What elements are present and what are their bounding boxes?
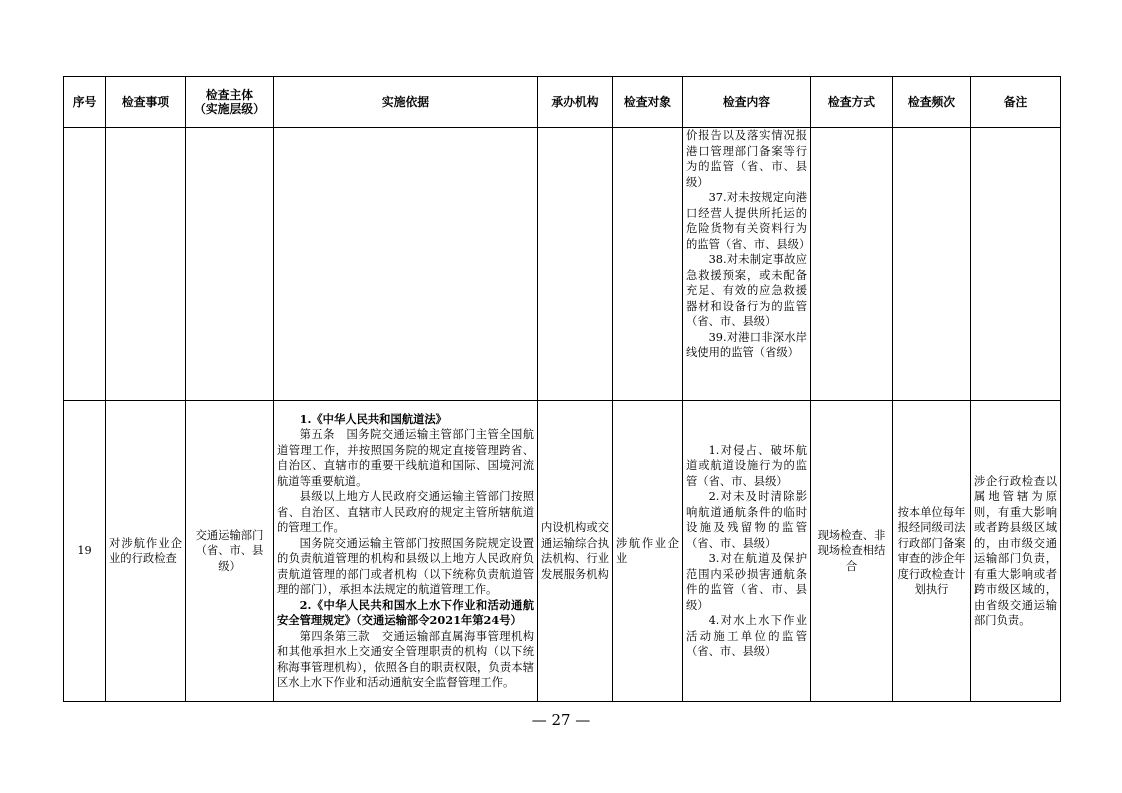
cell-seq: 19 bbox=[64, 401, 106, 702]
header-method: 检查方式 bbox=[811, 77, 893, 128]
header-subject-line2: （实施层级） bbox=[194, 102, 265, 116]
basis-paragraph: 第四条第三款 交通运输部直属海事管理机构和其他承担水上交通安全管理职责的机构（以下统称海事管理机构），依照各自的职责权限，负责本辖区水上水下作业和活动通航安全监督管理工作。 bbox=[277, 629, 534, 689]
header-agency: 承办机构 bbox=[538, 77, 613, 128]
cell-empty bbox=[186, 128, 274, 401]
page-number: — 27 — bbox=[531, 711, 591, 729]
cell-empty bbox=[893, 128, 971, 401]
cell-empty bbox=[538, 128, 613, 401]
cell-empty bbox=[106, 128, 186, 401]
content-item: 38.对未制定事故应急救援预案，或未配备充足、有效的应急救援器材和设备行为的监管（省、市、县级） bbox=[686, 253, 807, 328]
header-subject-line1: 检查主体 bbox=[205, 88, 254, 102]
content-item: 价报告以及落实情况报港口管理部门备案等行为的监管（省、市、县级） bbox=[686, 129, 807, 189]
header-item: 检查事项 bbox=[106, 77, 186, 128]
cell-subject: 交通运输部门（省、市、县级） bbox=[186, 401, 274, 702]
table-row-19 bbox=[64, 401, 1061, 702]
cell-empty bbox=[811, 128, 893, 401]
basis-paragraph: 国务院交通运输主管部门按照国务院规定设置的负责航道管理的机构和县级以上地方人民政府负责航道管理的部门或者机构（以下统称负责航道管理的部门），承担本法规定的航道管理工作。 bbox=[277, 536, 534, 596]
content-item: 2.对未及时清除影响航道通航条件的临时设施及残留物的监管（省、市、县级） bbox=[686, 490, 807, 550]
header-basis: 实施依据 bbox=[274, 77, 538, 128]
basis-paragraph: 第五条 国务院交通运输主管部门主管全国航道管理工作，并按照国务院的规定直接管理跨省、自治区、直辖市的重要干线航道和国际、国境河流航道等重要航道。 bbox=[277, 428, 534, 488]
inspection-table bbox=[63, 76, 1061, 702]
header-frequency: 检查频次 bbox=[893, 77, 971, 128]
cell-empty bbox=[971, 128, 1061, 401]
content-item: 39.对港口非深水岸线使用的监管（省级） bbox=[686, 330, 807, 359]
cell-frequency: 按本单位每年报经同级司法行政部门备案审查的涉企年度行政检查计划执行 bbox=[893, 401, 971, 702]
content-item: 3.对在航道及保护范围内采砂损害通航条件的监管（省、市、县级） bbox=[686, 552, 807, 612]
cell-empty bbox=[274, 128, 538, 401]
header-seq: 序号 bbox=[64, 77, 106, 128]
content-item: 1.对侵占、破坏航道或航道设施行为的监管（省、市、县级） bbox=[686, 443, 807, 488]
header-row bbox=[64, 77, 1061, 128]
header-target: 检查对象 bbox=[613, 77, 683, 128]
cell-basis bbox=[274, 401, 538, 702]
basis-law-title: 2.《中华人民共和国水上水下作业和活动通航安全管理规定》（交通运输部令2021年第24号） bbox=[277, 597, 534, 627]
header-remark: 备注 bbox=[971, 77, 1061, 128]
cell-empty bbox=[64, 128, 106, 401]
basis-law-title: 1.《中华人民共和国航道法》 bbox=[299, 411, 447, 426]
header-subject bbox=[186, 77, 274, 128]
cell-empty bbox=[613, 128, 683, 401]
cell-target: 涉航作业企业 bbox=[613, 401, 683, 702]
cell-content bbox=[683, 401, 811, 702]
cell-content-continued bbox=[683, 128, 811, 401]
basis-paragraph: 县级以上地方人民政府交通运输主管部门按照省、自治区、直辖市人民政府的规定主管所辖航道的管理工作。 bbox=[277, 490, 534, 534]
header-content: 检查内容 bbox=[683, 77, 811, 128]
cell-remark: 涉企行政检查以属地管辖为原则，有重大影响或者跨县级区域的，由市级交通运输部门负责，有重大影响或者跨市级区域的，由省级交通运输部门负责。 bbox=[971, 401, 1061, 702]
content-item: 37.对未按规定向港口经营人提供所托运的危险货物有关资料行为的监管（省、市、县级） bbox=[686, 191, 811, 251]
cell-agency: 内设机构或交通运输综合执法机构、行业发展服务机构 bbox=[538, 401, 613, 702]
table-row-continued bbox=[64, 128, 1061, 401]
content-item: 4.对水上水下作业活动施工单位的监管（省、市、县级） bbox=[686, 614, 807, 658]
cell-method: 现场检查、非现场检查相结合 bbox=[811, 401, 893, 702]
cell-item: 对涉航作业企业的行政检查 bbox=[106, 401, 186, 702]
